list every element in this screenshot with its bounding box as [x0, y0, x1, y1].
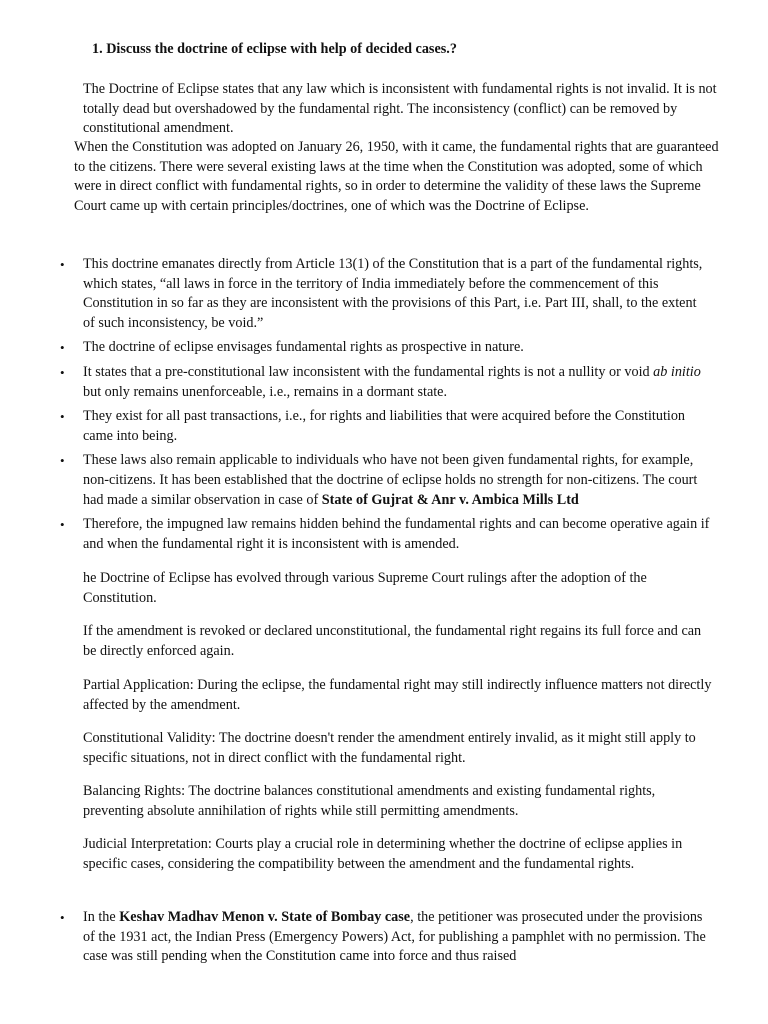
- bullet-text: but only remains unenforceable, i.e., remains in a dormant state.: [83, 383, 448, 400]
- revocation-paragraph: If the amendment is revoked or declared unconstitutional, the fundamental right regains its full force and can be directly enforced again.: [83, 623, 702, 659]
- list-item: [0, 407, 710, 446]
- list-item: [0, 515, 710, 554]
- bullet-text: They exist for all past transactions, i.e., for rights and liabilities that were acquired before the Constitution came into being.: [83, 408, 686, 444]
- balancing-rights-paragraph: Balancing Rights: The doctrine balances constitutional amendments and existing fundamental rights, preventing absolute annihilation of rights while still permitting amendments.: [83, 783, 656, 819]
- partial-application-paragraph: Partial Application: During the eclipse, the fundamental right may still indirectly influence matters not directly affected by the amendment.: [83, 677, 712, 713]
- intro-paragraph-background: When the Constitution was adopted on January 26, 1950, with it came, the fundamental rights that are guaranteed to the citizens. There were several existing laws at the time when the Constitution was adopted, some of which were in direct conflict with fundamental rights, so in order to determine the validity of these laws the Supreme Court came up with certain principles/doctrines, one of which was the Doctrine of Eclipse.: [74, 139, 719, 214]
- bullet-text: , the petitioner was prosecuted under the provisions of the 1931 act, the Indian Press (Emergency Powers) Act, for publishing a pamphlet with no permission. The case was still pending when the Constitution came into force and thus raised: [83, 909, 706, 965]
- list-item: [0, 338, 710, 358]
- case-name: Keshav Madhav Menon v. State of Bombay case: [119, 909, 411, 925]
- bullet-glyph: •: [60, 409, 65, 425]
- constitutional-validity-paragraph: Constitutional Validity: The doctrine doesn't render the amendment entirely invalid, as it might still apply to specific situations, not in direct conflict with the fundamental right.: [83, 730, 696, 766]
- bullet-text: It states that a pre-constitutional law inconsistent with the fundamental rights is not a nullity or void: [83, 363, 654, 380]
- evolution-paragraph: he Doctrine of Eclipse has evolved through various Supreme Court rulings after the adoption of the Constitution.: [83, 570, 647, 606]
- case-bullet-list: [0, 908, 768, 972]
- list-item: [0, 908, 710, 967]
- bullet-glyph: •: [60, 364, 65, 380]
- bullet-text: This doctrine emanates directly from Article 13(1) of the Constitution that is a part of the fundamental rights, which states, “all laws in force in the territory of India immediately before the commencement of this Constitution in so far as they are inconsistent with the provisions of this Part, i.e. Part III, shall, to the extent of such inconsistency, be void.”: [83, 256, 703, 331]
- case-name: State of Gujrat & Anr v. Ambica Mills Ltd: [321, 491, 579, 508]
- doctrine-bullet-list: [0, 255, 768, 559]
- italic-term: ab initio: [653, 363, 701, 380]
- question-heading: 1. Discuss the doctrine of eclipse with help of decided cases.?: [92, 41, 457, 57]
- bullet-text: These laws also remain applicable to individuals who have not been given fundamental rights, for example, non-citizens. It has been established that the doctrine of eclipse holds no strength for non-citizens. The court had made a similar observation in case of: [83, 452, 698, 508]
- list-item: [0, 451, 710, 510]
- bullet-glyph: •: [60, 910, 65, 925]
- bullet-text: In the: [83, 909, 120, 925]
- list-item: [0, 363, 710, 402]
- bullet-text: Therefore, the impugned law remains hidden behind the fundamental rights and can become operative again if and when the fundamental right it is inconsistent with is amended.: [83, 516, 710, 552]
- intro-paragraph-definition: The Doctrine of Eclipse states that any law which is inconsistent with fundamental rights is not invalid. It is not totally dead but overshadowed by the fundamental right. The inconsistency (conflict) can be removed by constitutional amendment.: [83, 81, 717, 137]
- bullet-glyph: •: [60, 453, 65, 469]
- bullet-glyph: •: [60, 340, 65, 356]
- bullet-text: The doctrine of eclipse envisages fundamental rights as prospective in nature.: [83, 339, 524, 356]
- judicial-interpretation-paragraph: Judicial Interpretation: Courts play a crucial role in determining whether the doctrine of eclipse applies in specific cases, considering the compatibility between the amendment and the fundamental rights.: [83, 836, 683, 872]
- bullet-glyph: •: [60, 517, 65, 533]
- bullet-glyph: •: [60, 257, 65, 272]
- list-item: [0, 255, 710, 333]
